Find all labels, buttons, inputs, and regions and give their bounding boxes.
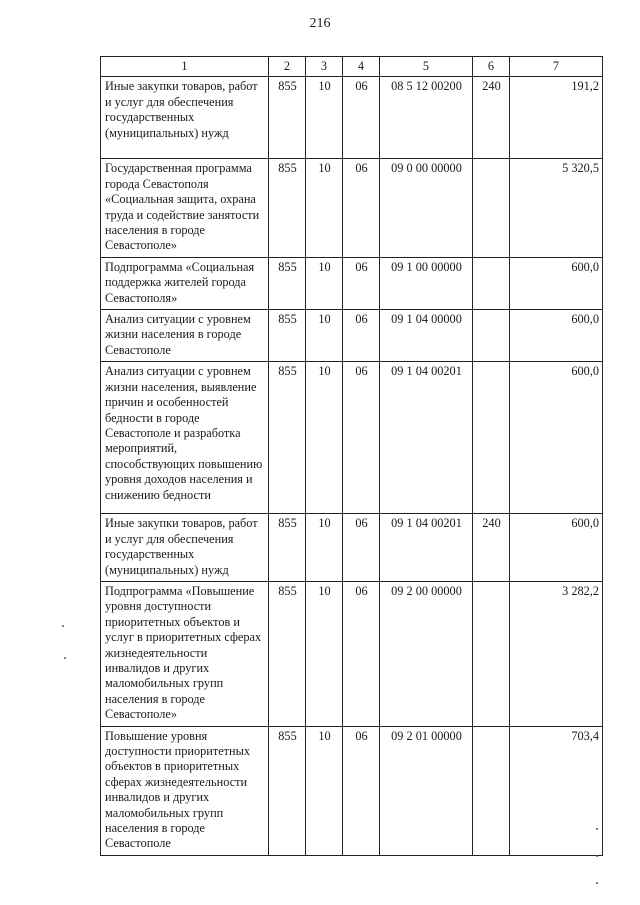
row-name: Государственная программа города Севастополя «Социальная защита, охрана труда и содействие занятости населения в городе Севастополе» <box>101 159 269 257</box>
row-expense-type <box>473 257 510 309</box>
page-number: 216 <box>309 16 331 31</box>
row-amount: 600,0 <box>510 514 603 582</box>
row-expense-type <box>473 310 510 362</box>
row-amount: 5 320,5 <box>510 159 603 257</box>
table-row <box>101 77 603 159</box>
row-target-article: 09 1 04 00201 <box>380 362 473 514</box>
row-target-article: 09 2 01 00000 <box>380 726 473 855</box>
row-target-article: 09 0 00 00000 <box>380 159 473 257</box>
row-section: 10 <box>306 257 343 309</box>
row-expense-type: 240 <box>473 514 510 582</box>
row-name: Анализ ситуации с уровнем жизни населения в городе Севастополе <box>101 310 269 362</box>
table-header-row <box>101 57 603 77</box>
row-name: Иные закупки товаров, работ и услуг для обеспечения государственных (муниципальных) нужд <box>101 514 269 582</box>
row-subsection: 06 <box>343 581 380 726</box>
column-header: 4 <box>343 57 380 77</box>
row-expense-type <box>473 159 510 257</box>
row-target-article: 09 1 04 00201 <box>380 514 473 582</box>
table-row <box>101 310 603 362</box>
row-code: 855 <box>269 257 306 309</box>
row-subsection: 06 <box>343 362 380 514</box>
row-subsection: 06 <box>343 257 380 309</box>
row-amount: 3 282,2 <box>510 581 603 726</box>
row-code: 855 <box>269 159 306 257</box>
column-header: 1 <box>101 57 269 77</box>
table-row <box>101 257 603 309</box>
row-code: 855 <box>269 310 306 362</box>
row-subsection: 06 <box>343 726 380 855</box>
table-row <box>101 159 603 257</box>
row-code: 855 <box>269 77 306 159</box>
row-name: Анализ ситуации с уровнем жизни населения, выявление причин и особенностей бедности в городе Севастополе и разработка мероприятий, способствующих повышению уровня доходов населения и снижению бедности <box>101 362 269 514</box>
row-expense-type <box>473 581 510 726</box>
row-code: 855 <box>269 581 306 726</box>
row-target-article: 08 5 12 00200 <box>380 77 473 159</box>
column-header: 3 <box>306 57 343 77</box>
table-row <box>101 581 603 726</box>
row-target-article: 09 2 00 00000 <box>380 581 473 726</box>
row-name: Повышение уровня доступности приоритетных объектов в приоритетных сферах жизнедеятельности инвалидов и других маломобильных групп населения в городе Севастополе <box>101 726 269 855</box>
column-header: 2 <box>269 57 306 77</box>
budget-table <box>100 56 603 856</box>
row-amount: 600,0 <box>510 362 603 514</box>
row-section: 10 <box>306 310 343 362</box>
row-target-article: 09 1 04 00000 <box>380 310 473 362</box>
row-subsection: 06 <box>343 310 380 362</box>
row-section: 10 <box>306 159 343 257</box>
row-amount: 600,0 <box>510 257 603 309</box>
row-name: Подпрограмма «Социальная поддержка жителей города Севастополя» <box>101 257 269 309</box>
column-header: 6 <box>473 57 510 77</box>
table-row <box>101 514 603 582</box>
row-subsection: 06 <box>343 159 380 257</box>
row-section: 10 <box>306 514 343 582</box>
row-code: 855 <box>269 362 306 514</box>
row-section: 10 <box>306 77 343 159</box>
row-section: 10 <box>306 581 343 726</box>
row-target-article: 09 1 00 00000 <box>380 257 473 309</box>
row-amount: 191,2 <box>510 77 603 159</box>
table-row <box>101 362 603 514</box>
row-subsection: 06 <box>343 514 380 582</box>
scan-speck <box>596 855 598 857</box>
column-header: 5 <box>380 57 473 77</box>
scan-speck <box>596 828 598 830</box>
column-header: 7 <box>510 57 603 77</box>
scan-speck <box>596 882 598 884</box>
row-amount: 600,0 <box>510 310 603 362</box>
scan-speck <box>62 625 64 627</box>
row-subsection: 06 <box>343 77 380 159</box>
row-expense-type <box>473 362 510 514</box>
table-row <box>101 726 603 855</box>
row-code: 855 <box>269 514 306 582</box>
row-section: 10 <box>306 362 343 514</box>
row-expense-type <box>473 726 510 855</box>
row-expense-type: 240 <box>473 77 510 159</box>
row-amount: 703,4 <box>510 726 603 855</box>
row-name: Иные закупки товаров, работ и услуг для обеспечения государственных (муниципальных) нужд <box>101 77 269 159</box>
row-section: 10 <box>306 726 343 855</box>
row-code: 855 <box>269 726 306 855</box>
row-name: Подпрограмма «Повышение уровня доступности приоритетных объектов и услуг в приоритетных сферах жизнедеятельности инвалидов и других маломобильных групп населения в городе Севастополе» <box>101 581 269 726</box>
scan-speck <box>64 657 66 659</box>
